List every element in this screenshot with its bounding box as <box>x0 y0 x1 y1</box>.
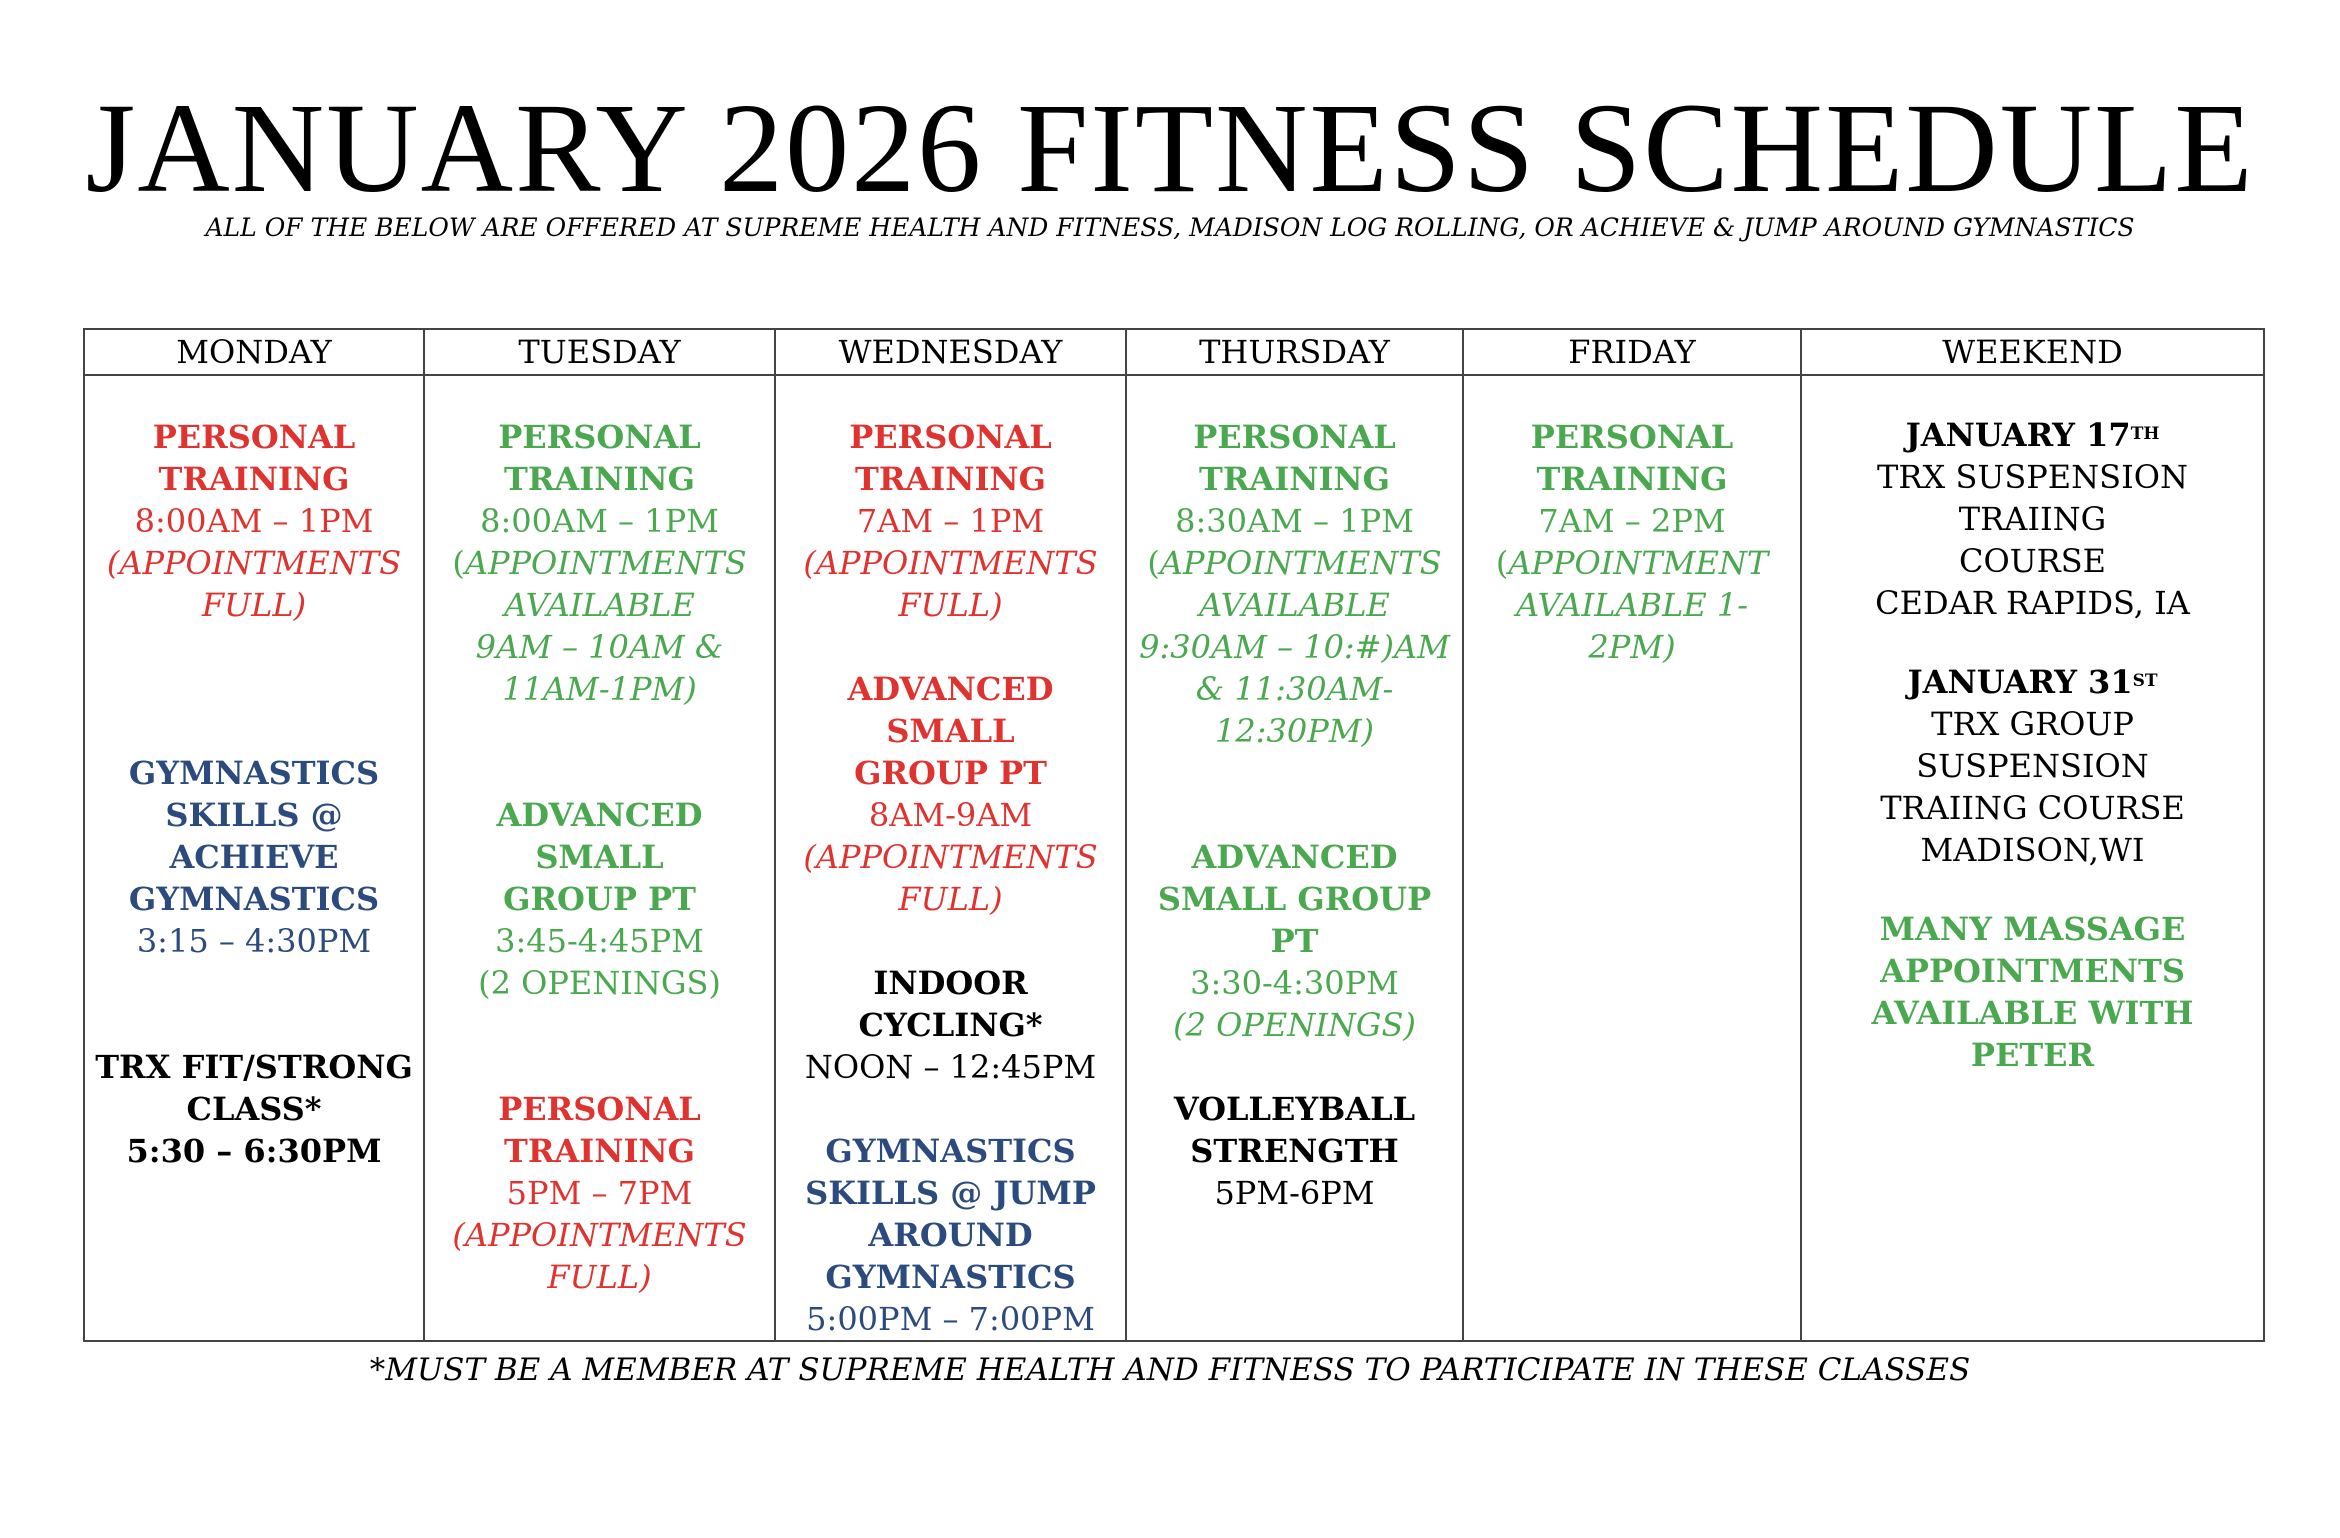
header-thursday: THURSDAY <box>1126 329 1463 375</box>
class-note <box>1474 542 1790 584</box>
class-title: GROUP PT <box>854 754 1047 792</box>
monday-gymnastics <box>95 752 413 962</box>
class-note: 9:30AM – 10:#)AM <box>1139 628 1450 666</box>
date-suffix: ST <box>2132 671 2158 691</box>
tuesday-advanced-group <box>435 794 764 1004</box>
class-title: PERSONAL <box>152 418 356 456</box>
class-note: FULL) <box>547 1258 652 1296</box>
class-title: PERSONAL <box>1193 418 1396 456</box>
class-note: (APPOINTMENTS <box>452 1216 747 1254</box>
page-subtitle: ALL OF THE BELOW ARE OFFERED AT SUPREME HEALTH AND FITNESS, MADISON LOG ROLLING, OR ACHIEVE & JUMP AROUND GYMNASTICS <box>205 213 2135 242</box>
schedule-table <box>83 328 2265 1342</box>
class-note: (APPOINTMENTS <box>803 544 1098 582</box>
tuesday-cell <box>424 375 775 1341</box>
class-note: AVAILABLE <box>1199 586 1390 624</box>
class-title: SKILLS @ <box>165 796 343 834</box>
class-time: 3:30-4:30PM <box>1190 964 1399 1002</box>
header-friday: FRIDAY <box>1463 329 1801 375</box>
class-note: 12:30PM) <box>1215 712 1374 750</box>
massage-line: AVAILABLE WITH PETER <box>1871 994 2194 1074</box>
class-note: FULL) <box>898 880 1003 918</box>
friday-cell <box>1463 375 1801 1341</box>
class-note <box>1137 542 1452 584</box>
page-title: JANUARY 2026 FITNESS SCHEDULE <box>85 77 2255 219</box>
note-text: APPOINTMENTS <box>1159 544 1442 582</box>
class-title: ADVANCED SMALL <box>847 670 1054 750</box>
event-date-text: JANUARY 31 <box>1907 663 2133 701</box>
class-time: 8:00AM – 1PM <box>480 502 719 540</box>
class-note: (APPOINTMENTS <box>803 838 1098 876</box>
class-title: VOLLEYBALL <box>1173 1090 1416 1128</box>
event-line: TRX GROUP SUSPENSION <box>1916 705 2149 785</box>
event-line: TRAIING COURSE <box>1880 789 2185 827</box>
class-title: AROUND <box>868 1216 1033 1254</box>
class-title: TRAINING <box>1536 460 1728 498</box>
massage-line: MANY MASSAGE <box>1879 910 2186 948</box>
weekend-event-1 <box>1812 414 2253 624</box>
friday-personal-training <box>1474 416 1790 668</box>
massage-line: APPOINTMENTS <box>1880 952 2185 990</box>
class-time: 3:15 – 4:30PM <box>136 922 372 960</box>
wednesday-advanced-group <box>786 668 1115 920</box>
weekend-massage <box>1812 908 2253 1076</box>
tuesday-personal-training-evening <box>435 1088 764 1298</box>
class-title: STRENGTH <box>1190 1132 1399 1170</box>
class-note: (2 OPENINGS) <box>478 964 721 1002</box>
class-title: TRAINING <box>1199 460 1390 498</box>
class-title: GYMNASTICS <box>128 880 380 918</box>
class-note: 11AM-1PM) <box>502 670 697 708</box>
class-title: GYMNASTICS <box>128 754 380 792</box>
class-title: TRX FIT/STRONG <box>95 1048 413 1086</box>
class-time: 5:30 – 6:30PM <box>126 1132 382 1170</box>
class-time: NOON – 12:45PM <box>804 1048 1097 1086</box>
class-time: 8AM-9AM <box>868 796 1033 834</box>
class-title: SMALL GROUP PT <box>1157 880 1432 960</box>
class-title: GYMNASTICS <box>825 1258 1076 1296</box>
class-title: PERSONAL <box>498 418 701 456</box>
class-time: 5:00PM – 7:00PM <box>806 1300 1095 1338</box>
tuesday-personal-training <box>435 416 764 710</box>
event-line: TRX SUSPENSION TRAIING <box>1877 458 2188 538</box>
wednesday-gymnastics <box>786 1130 1115 1340</box>
class-note: 9AM – 10AM & <box>475 628 724 666</box>
thursday-cell <box>1126 375 1463 1341</box>
wednesday-cell <box>775 375 1126 1341</box>
class-time: 5PM-6PM <box>1214 1174 1375 1212</box>
class-note: & 11:30AM- <box>1195 670 1394 708</box>
class-title: PERSONAL <box>1530 418 1734 456</box>
monday-trx-class <box>95 1046 413 1172</box>
date-suffix: TH <box>2130 424 2160 444</box>
class-note: FULL) <box>898 586 1003 624</box>
event-date <box>1812 414 2253 456</box>
event-line: COURSE <box>1958 542 2107 580</box>
wednesday-indoor-cycling <box>786 962 1115 1088</box>
class-title: TRAINING <box>855 460 1046 498</box>
class-title: TRAINING <box>158 460 350 498</box>
event-date-text: JANUARY 17 <box>1905 416 2131 454</box>
header-monday: MONDAY <box>84 329 424 375</box>
class-note: (APPOINTMENTS <box>106 544 402 582</box>
event-date <box>1812 661 2253 703</box>
class-note <box>435 542 764 584</box>
footer-note: *MUST BE A MEMBER AT SUPREME HEALTH AND FITNESS TO PARTICIPATE IN THESE CLASSES <box>369 1352 1971 1388</box>
paren: ( <box>1495 544 1509 582</box>
class-title: TRAINING <box>504 1132 695 1170</box>
monday-personal-training <box>95 416 413 626</box>
class-title: CLASS* <box>186 1090 322 1128</box>
class-note: (2 OPENINGS) <box>1173 1006 1416 1044</box>
note-text: APPOINTMENT <box>1508 544 1769 582</box>
class-time: 7AM – 1PM <box>856 502 1045 540</box>
class-title: PERSONAL <box>498 1090 701 1128</box>
class-title: GROUP PT <box>503 880 696 918</box>
class-note: FULL) <box>201 586 307 624</box>
class-title: INDOOR CYCLING* <box>858 964 1043 1044</box>
class-title: PERSONAL <box>849 418 1052 456</box>
class-time: 5PM – 7PM <box>506 1174 693 1212</box>
class-title: GYMNASTICS <box>825 1132 1076 1170</box>
thursday-personal-training <box>1137 416 1452 752</box>
class-title: TRAINING <box>504 460 695 498</box>
header-tuesday: TUESDAY <box>424 329 775 375</box>
class-title: SKILLS @ JUMP <box>805 1174 1096 1212</box>
class-time: 8:30AM – 1PM <box>1175 502 1414 540</box>
class-time: 3:45-4:45PM <box>495 922 704 960</box>
thursday-volleyball-strength <box>1137 1088 1452 1214</box>
class-title: ADVANCED SMALL <box>496 796 703 876</box>
paren: ( <box>1147 544 1160 582</box>
wednesday-personal-training <box>786 416 1115 626</box>
paren: ( <box>452 544 465 582</box>
class-time: 7AM – 2PM <box>1538 502 1726 540</box>
event-line: CEDAR RAPIDS, IA <box>1875 584 2190 622</box>
class-title: ADVANCED <box>1191 838 1398 876</box>
note-text: APPOINTMENTS <box>464 544 747 582</box>
weekend-cell <box>1801 375 2264 1341</box>
class-title: ACHIEVE <box>169 838 339 876</box>
event-line: MADISON,WI <box>1920 831 2145 869</box>
schedule-row <box>84 375 2264 1341</box>
header-wednesday: WEDNESDAY <box>775 329 1126 375</box>
class-note: AVAILABLE <box>504 586 695 624</box>
thursday-advanced-group <box>1137 836 1452 1046</box>
day-header-row <box>84 329 2264 375</box>
monday-cell <box>84 375 424 1341</box>
header-weekend: WEEKEND <box>1801 329 2264 375</box>
class-time: 8:00AM – 1PM <box>134 502 374 540</box>
class-note: AVAILABLE 1-2PM) <box>1515 586 1749 666</box>
weekend-event-2 <box>1812 661 2253 871</box>
